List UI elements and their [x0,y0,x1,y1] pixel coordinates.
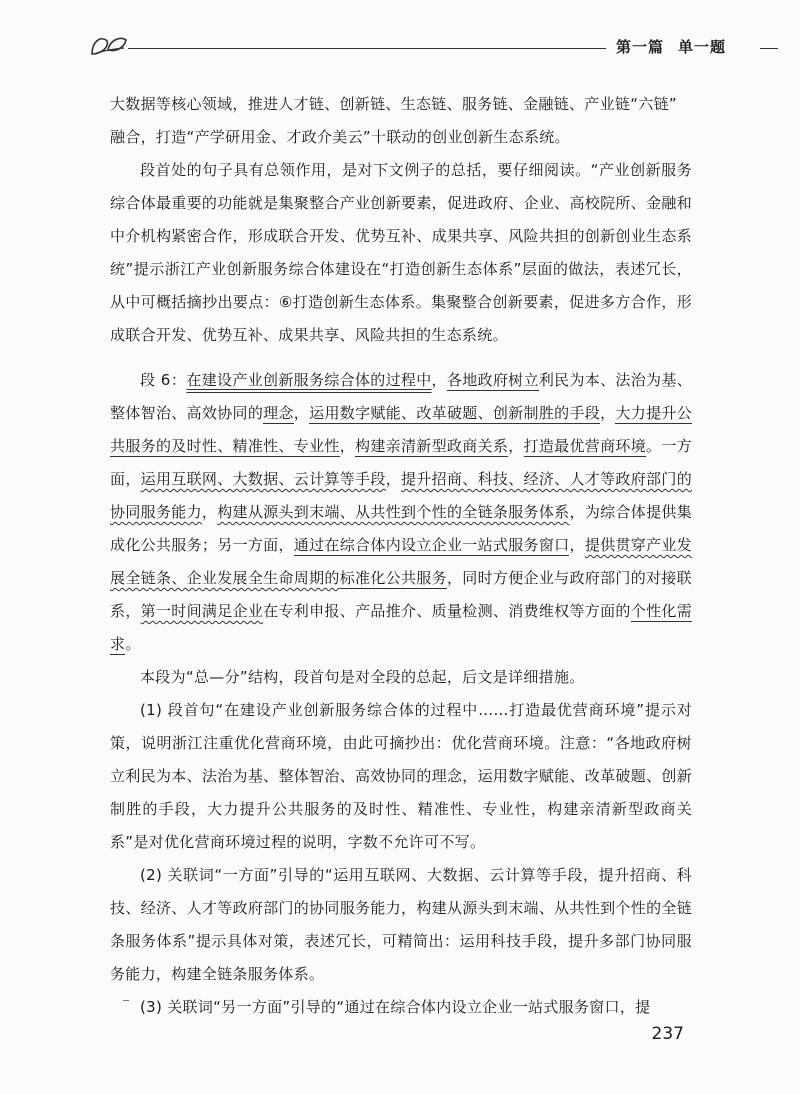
marked-phrase: 第一时间满足企业 [140,602,264,620]
header-part: 第一篇 [616,38,665,56]
page-number: 237 [651,1024,684,1044]
text-line: 大数据等核心领域，推进人才链、创新链、生态链、服务链、金融链、产业链“六链” [110,95,677,113]
header-rule [128,48,606,49]
text-run: 。一方面， [110,437,692,488]
segment-label: 段 6： [140,371,187,389]
marked-phrase: 提供贯穿产业发展全链条、企业发展全生命周期的 [110,536,693,587]
marked-phrase: 运用数字赋能、改革破题、创新制胜的手段 [309,404,601,422]
text-run: ， [508,437,524,455]
text-run: 。 [125,635,141,653]
text-run: ， [569,536,585,554]
marked-phrase: 理念 [263,404,294,422]
header-title [616,36,740,57]
text-run: ， [431,371,447,389]
header-rule-end [760,48,778,49]
marked-phrase: 个性化需求 [110,602,692,653]
analysis-point-3: (3) 关联词“另一方面”引导的“通过在综合体内设立企业一站式服务窗口，提 [140,998,651,1016]
scan-mark [123,1000,129,1001]
running-header [88,30,778,64]
marked-phrase: 打造最优营商环境 [523,437,647,455]
text-line: 融合，打造“产学研用金、才政介美云”十联动的创业创新生态系统。 [110,128,570,146]
leaf-ornament-icon [88,30,128,60]
source-paragraph-6 [110,364,692,661]
marked-phrase: 大力提升公共服务的及时性、精准性、专业性 [110,404,692,455]
page-body [110,88,692,1024]
marked-phrase: 通过在综合体内设立企业一站式服务窗口 [293,536,570,554]
structure-note: 本段为“总—分”结构，段首句是对全段的总起，后文是详细措施。 [140,668,585,686]
text-run: ，同时方便企业与政府部门的对接联系， [110,569,692,620]
text-run: ， [293,404,310,422]
marked-phrase: 标准化公共服务 [339,569,447,587]
marked-phrase: 在建设产业创新服务综合体的过程中 [186,371,432,389]
marked-phrase: 运用互联网、大数据、云计算等手段 [140,470,386,488]
marked-phrase: 各地政府树立 [446,371,539,389]
header-chapter: 单一题 [678,38,727,56]
marked-phrase: 构建从源头到末端、从共性到个性的全链条服务体系 [217,503,570,521]
paragraph-continued [110,88,692,154]
text-run: ，为综合体提供集成化公共服务；另一方面， [110,503,693,554]
analysis-point-2: (2) 关联词“一方面”引导的“运用互联网、大数据、云计算等手段，提升招商、科技、经济、人才等政府部门的协同服务能力，构建从源头到末端、从共性到个性的全链条服务体系”提示具体对策，表述冗长，可精简出：运用科技手段，提升多部门协同服务能力，构建全链条服务体系。 [110,866,692,983]
text-run: ， [201,503,218,521]
text-run: 利民为本、法治为基、整体智治、高效协同的 [110,371,692,422]
analysis-paragraph: 段首处的句子具有总领作用，是对下文例子的总括，要仔细阅读。“产业创新服务综合体最重要的功能就是集聚整合产业创新要素，促进政府、企业、高校院所、金融和中介机构紧密合作，形成联合开发、优势互补、成果共享、风险共担的创新创业生态系统”提示浙江产业创新服务综合体建设在“打造创新生态体系”层面的做法，表述冗长，从中可概括摘抄出要点：⑥打造创新生态体系。集聚整合创新要素，促进多方合作，形成联合开发、优势互补、成果共享、风险共担的生态系统。 [110,161,692,344]
text-run: ， [600,404,616,422]
marked-phrase: 构建亲清新型政商关系 [355,437,509,455]
text-run: ， [339,437,356,455]
text-run: 在专利申报、产品推介、质量检测、消费维权等方面的 [263,602,631,620]
analysis-point-1: (1) 段首句“在建设产业创新服务综合体的过程中……打造最优营商环境”提示对策，说明浙江注重优化营商环境，由此可摘抄出：优化营商环境。注意：“各地政府树立利民为本、法治为基、整体智治、高效协同的理念，运用数字赋能、改革破题、创新制胜的手段，大力提升公共服务的及时性、精准性、专业性，构建亲清新型政商关系”是对优化营商环境过程的说明，字数不允许可不写。 [110,701,692,851]
text-run: ， [385,470,402,488]
marked-phrase: 提升招商、科技、经济、人才等政府部门的协同服务能力 [110,470,692,521]
